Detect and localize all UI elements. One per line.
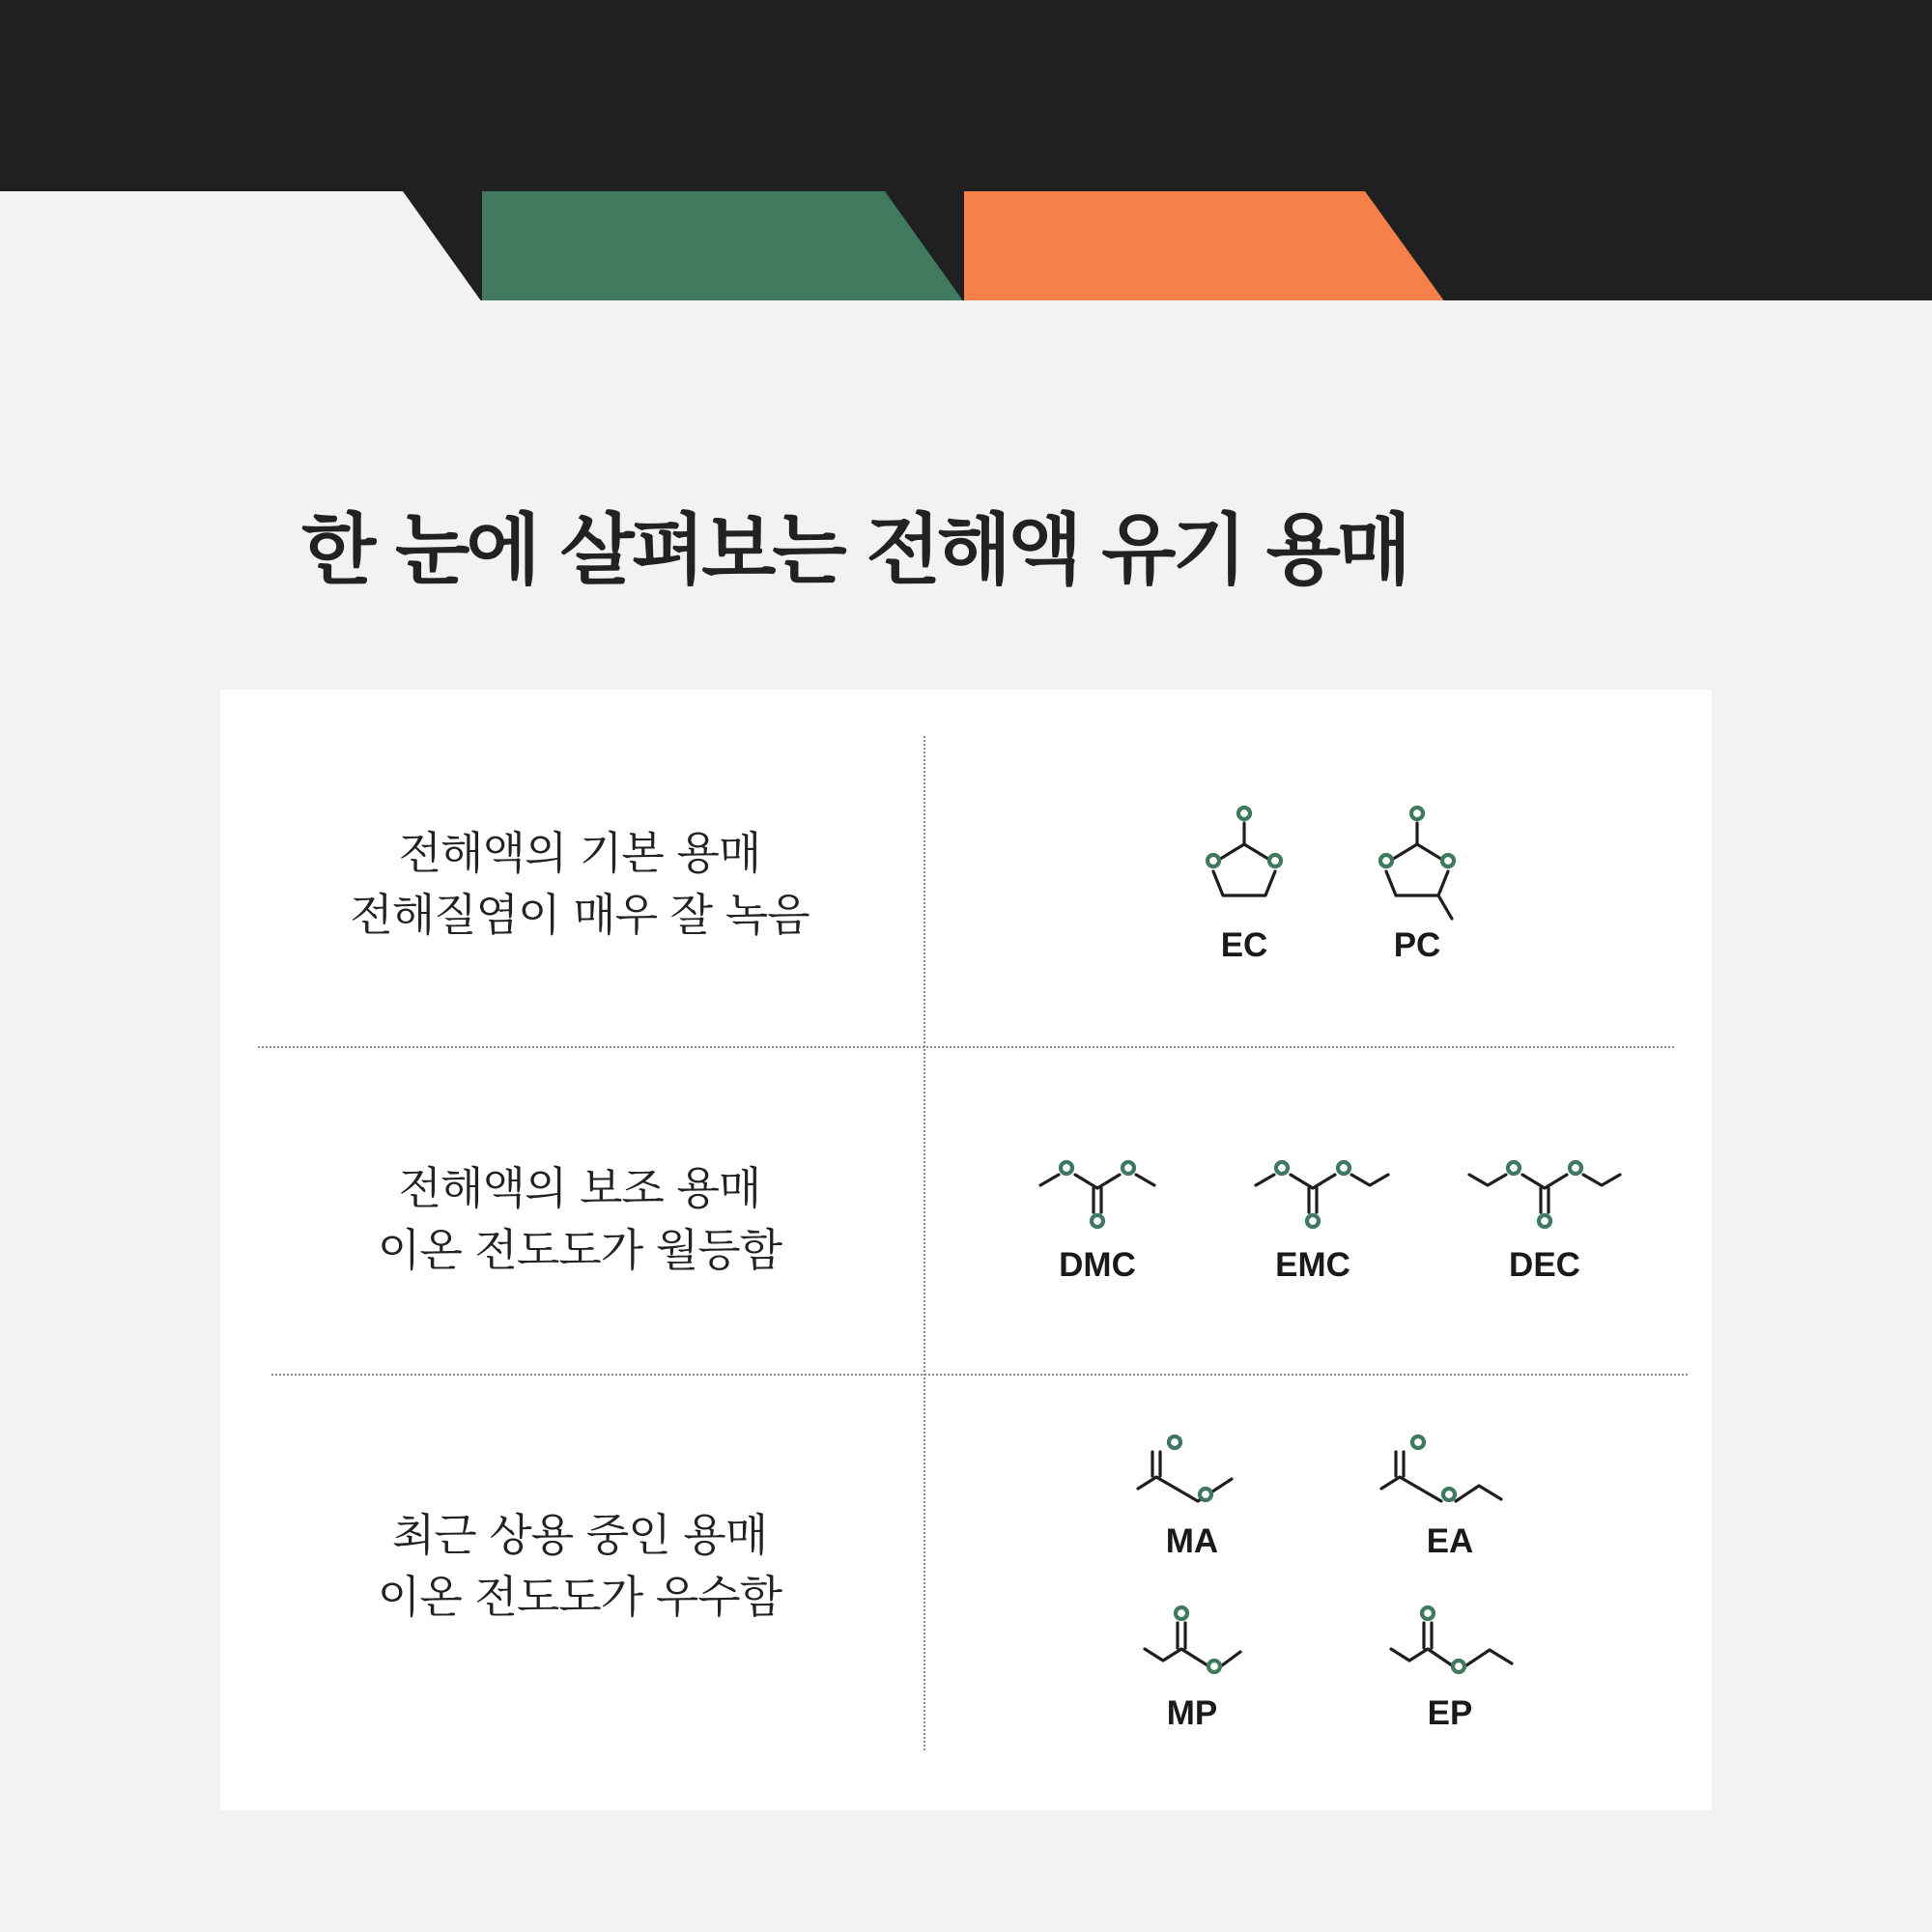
- tab-green: [482, 191, 964, 302]
- mp-label: MP: [1166, 1694, 1218, 1732]
- row-3-line-2: 이온 전도도가 우수함: [377, 1571, 782, 1623]
- row-1-description: [240, 822, 920, 946]
- row-divider-2: [271, 1374, 1688, 1376]
- header-band: [0, 0, 1932, 302]
- row-1-line-2: 전해질염이 매우 잘 녹음: [350, 889, 810, 941]
- ea-label: EA: [1426, 1522, 1474, 1560]
- row-3-line-1: 최근 상용 중인 용매: [391, 1509, 768, 1561]
- pc-label: PC: [1393, 926, 1441, 964]
- row-3-description: [240, 1504, 920, 1628]
- dmc-label: DMC: [1059, 1246, 1136, 1284]
- emc-label: EMC: [1275, 1246, 1350, 1284]
- ma-label: MA: [1165, 1522, 1219, 1560]
- ec-label: EC: [1220, 926, 1268, 964]
- page-title: 한 눈에 살펴보는 전해액 유기 용매: [301, 505, 1408, 595]
- row-1-line-1: 전해액의 기본 용매: [398, 827, 761, 879]
- row-divider-1: [258, 1046, 1674, 1048]
- dec-label: DEC: [1509, 1246, 1580, 1284]
- ep-label: EP: [1427, 1694, 1473, 1732]
- row-2-line-1: 전해액의 보조 용매: [398, 1162, 761, 1214]
- row-2-description: [240, 1157, 920, 1281]
- column-divider: [923, 736, 925, 1750]
- tab-light: [0, 191, 482, 302]
- row-2-line-2: 이온 전도도가 월등함: [377, 1224, 782, 1276]
- header-bottom-edge: [0, 300, 1932, 302]
- tab-orange: [964, 191, 1445, 302]
